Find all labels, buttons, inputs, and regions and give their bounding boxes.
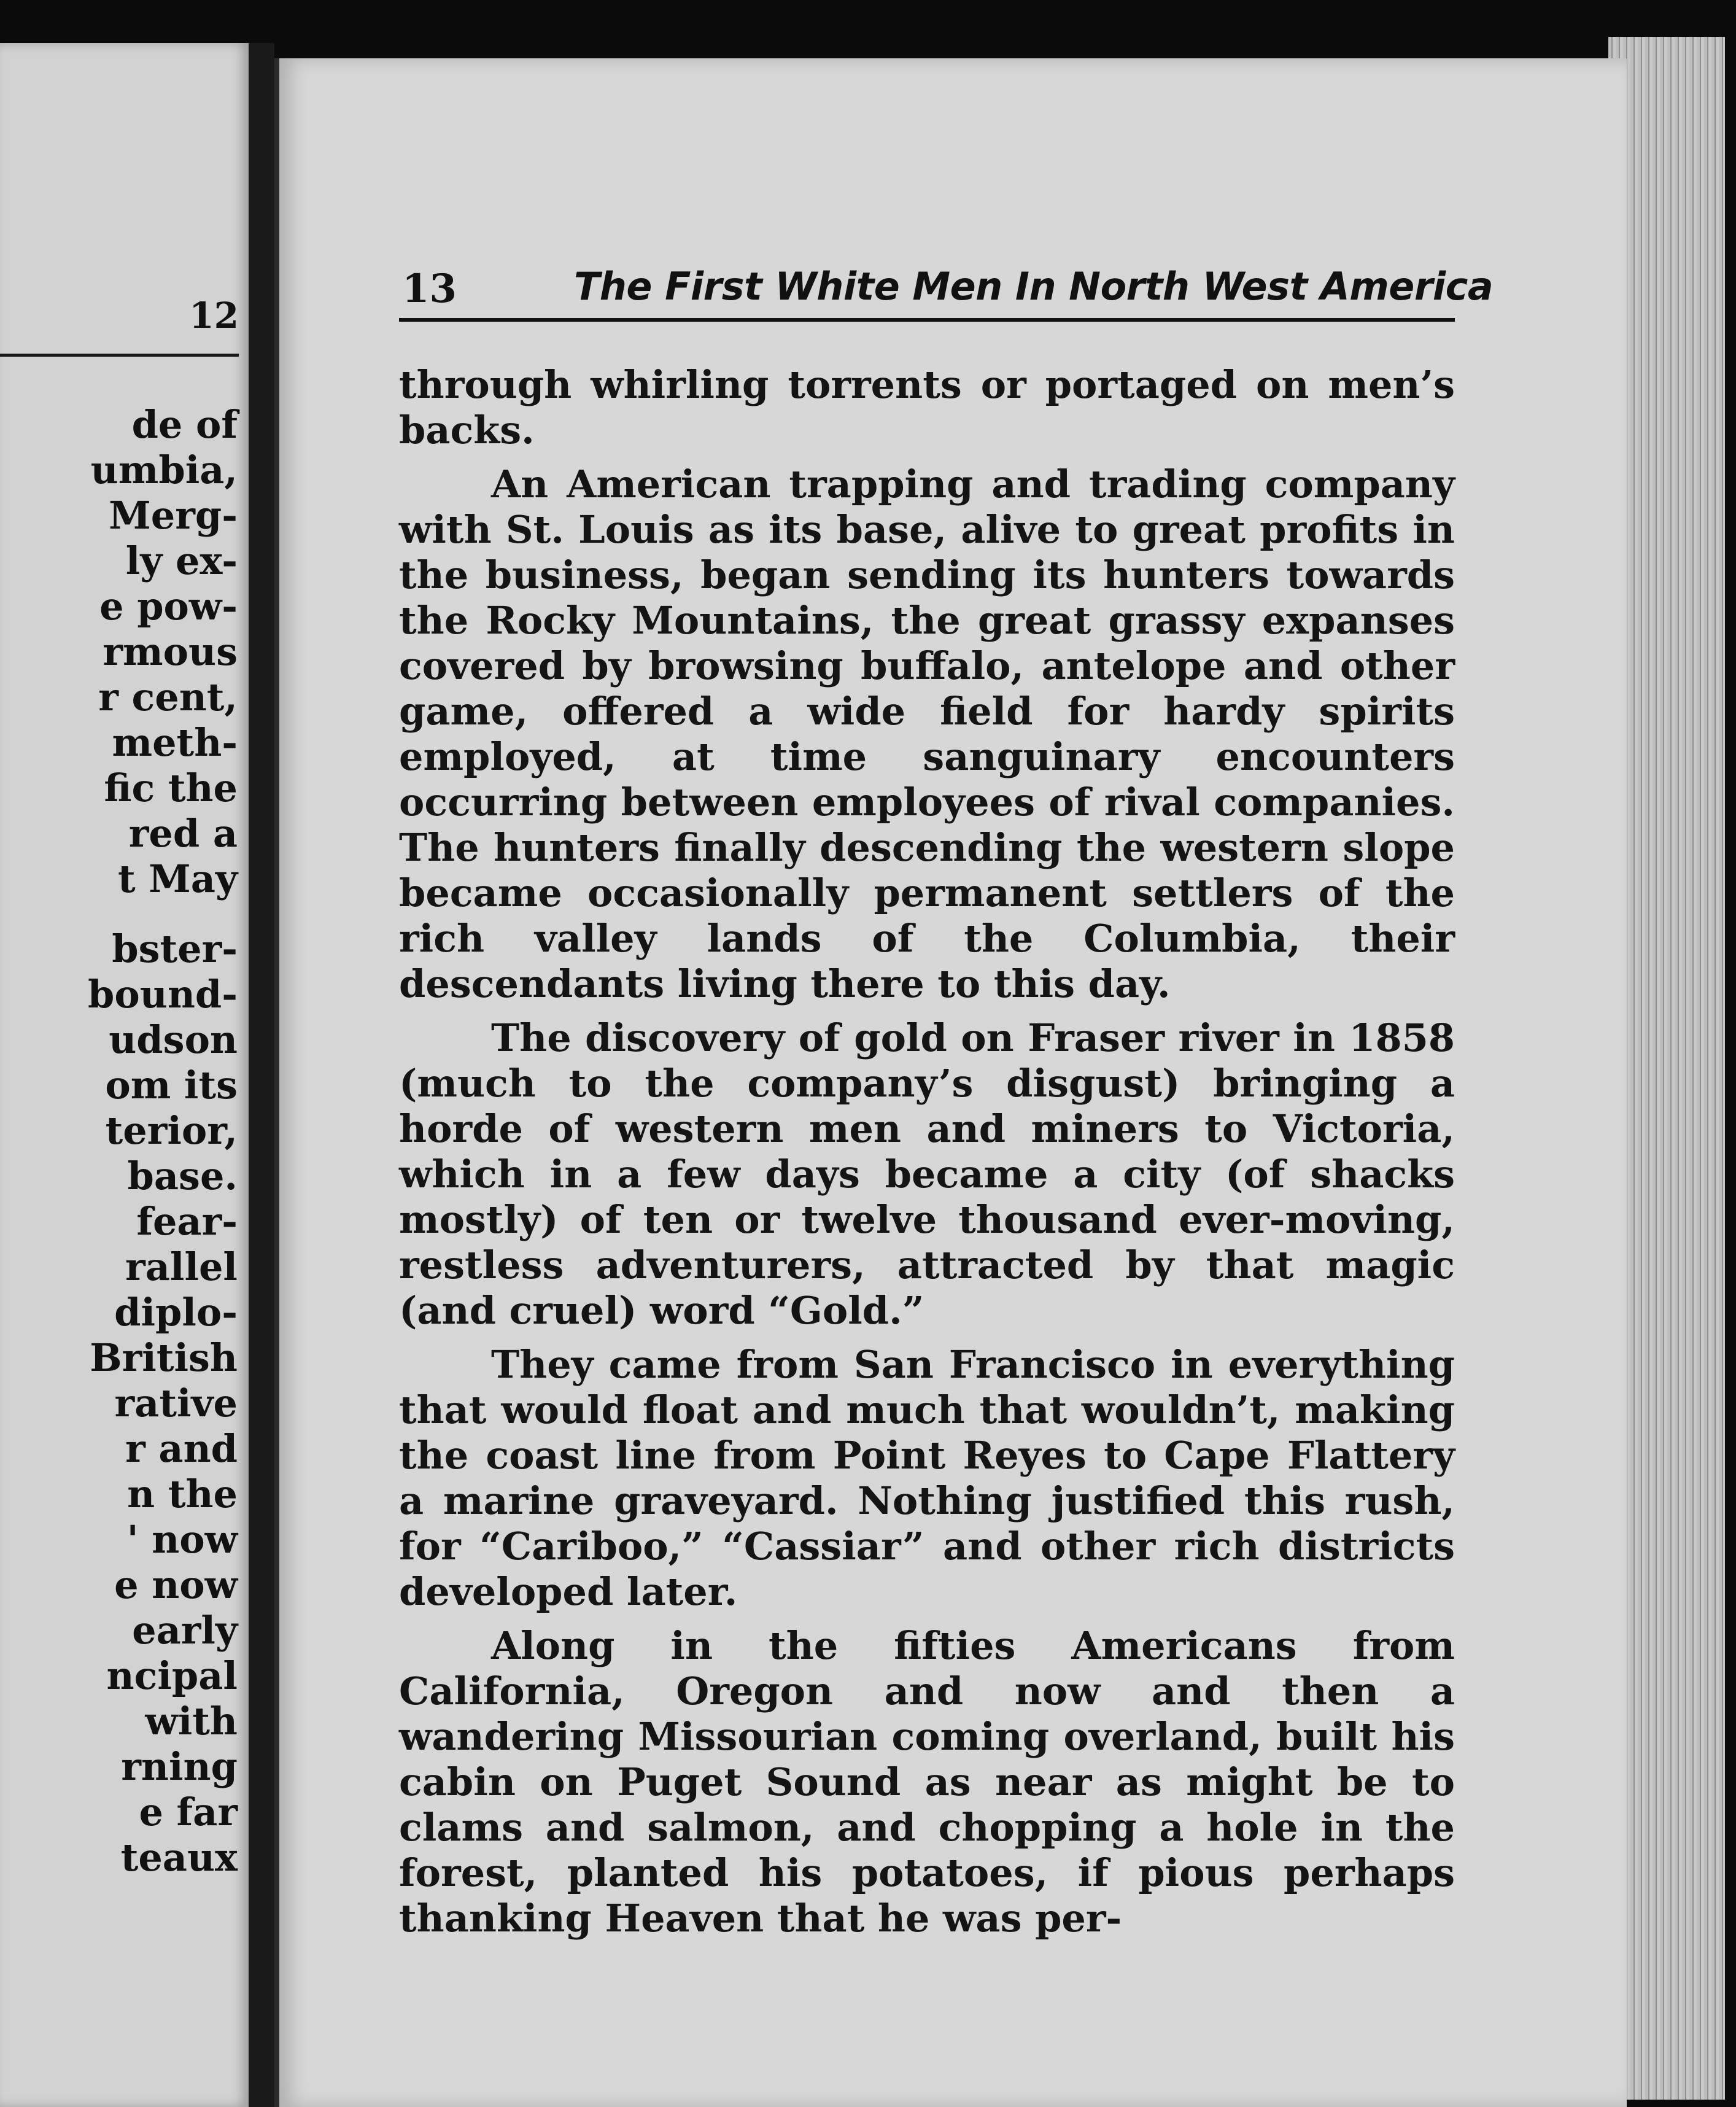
left-line: fic the	[104, 766, 238, 810]
left-line: e far	[139, 1790, 238, 1834]
paragraph: They came from San Francisco in everything that would float and much that wouldn’t, making the coast line from Point Reyes to Cape Flattery a marine graveyard. Nothing justified this rush, for “Cariboo,” “Cassiar” and other rich districts developed later.	[399, 1342, 1455, 1614]
left-line: Merg-	[109, 493, 238, 538]
left-line: with	[145, 1699, 238, 1744]
left-line: rmous	[103, 629, 238, 674]
left-line: teaux	[120, 1835, 238, 1880]
book-gutter	[249, 43, 274, 2107]
paragraph: Along in the fifties Americans from California, Oregon and now and then a wandering Missourian coming overland, built his cabin on Puget Sound as near as might be to clams and salmon, and chopping a hole in the forest, planted his potatoes, if pious perhaps thanking Heaven that he was per-	[399, 1623, 1455, 1941]
header-rule	[399, 318, 1455, 322]
left-line: ncipal	[106, 1653, 238, 1698]
left-line: ly ex-	[125, 538, 238, 583]
running-title: The First White Men In North West America	[574, 264, 1494, 309]
left-line: r cent,	[98, 675, 238, 720]
paragraph: The discovery of gold on Fraser river in 1858 (much to the company’s disgust) bringing a horde of western men and miners to Victoria, which in a few days became a city (of shacks mostly) of ten or twelve thousand ever-moving, restless adventurers, attracted by that magic (and cruel) word “Gold.”	[399, 1015, 1455, 1333]
left-line: bster-	[112, 926, 238, 971]
left-line: rallel	[125, 1244, 238, 1289]
left-line: ' now	[126, 1517, 238, 1562]
left-line: terior,	[105, 1108, 238, 1153]
left-line: udson	[109, 1017, 238, 1062]
left-line: n the	[127, 1472, 238, 1516]
left-line: r and	[125, 1426, 238, 1471]
left-line: umbia,	[90, 448, 238, 492]
left-page	[0, 43, 249, 2107]
paragraph: through whirling torrents or portaged on men’s backs.	[399, 362, 1455, 452]
left-line: bound-	[88, 972, 238, 1017]
left-line: base.	[127, 1154, 238, 1198]
spine-edge	[274, 58, 279, 2107]
left-line: British	[90, 1335, 238, 1380]
page-number: 13	[402, 266, 457, 312]
left-line: rning	[121, 1744, 238, 1789]
left-line: fear-	[136, 1199, 238, 1244]
paragraph: An American trapping and trading company with St. Louis as its base, alive to great profits in the business, began sending its hunters towards the Rocky Mountains, the great grassy expanses covered by browsing buffalo, antelope and other game, offered a wide field for hardy spirits employed, at time sanguinary encounters occurring between employees of rival companies. The hunters finally descending the western slope became occasionally permanent settlers of the rich valley lands of the Columbia, their descendants living there to this day.	[399, 462, 1455, 1006]
left-line: om its	[105, 1063, 238, 1108]
body-text	[399, 362, 1455, 1941]
left-line: e now	[114, 1562, 238, 1607]
left-line: red a	[128, 811, 238, 856]
right-page	[279, 58, 1627, 2107]
left-line: de of	[131, 402, 238, 447]
left-line: diplo-	[114, 1290, 238, 1335]
left-page-number: 12	[189, 295, 239, 336]
left-line: early	[132, 1608, 238, 1653]
left-line: rative	[114, 1381, 238, 1426]
left-header-rule	[0, 354, 239, 357]
left-line: e pow-	[99, 584, 238, 629]
left-line: t May	[117, 856, 238, 901]
left-page-text	[88, 402, 238, 1880]
left-line: meth-	[112, 720, 238, 765]
